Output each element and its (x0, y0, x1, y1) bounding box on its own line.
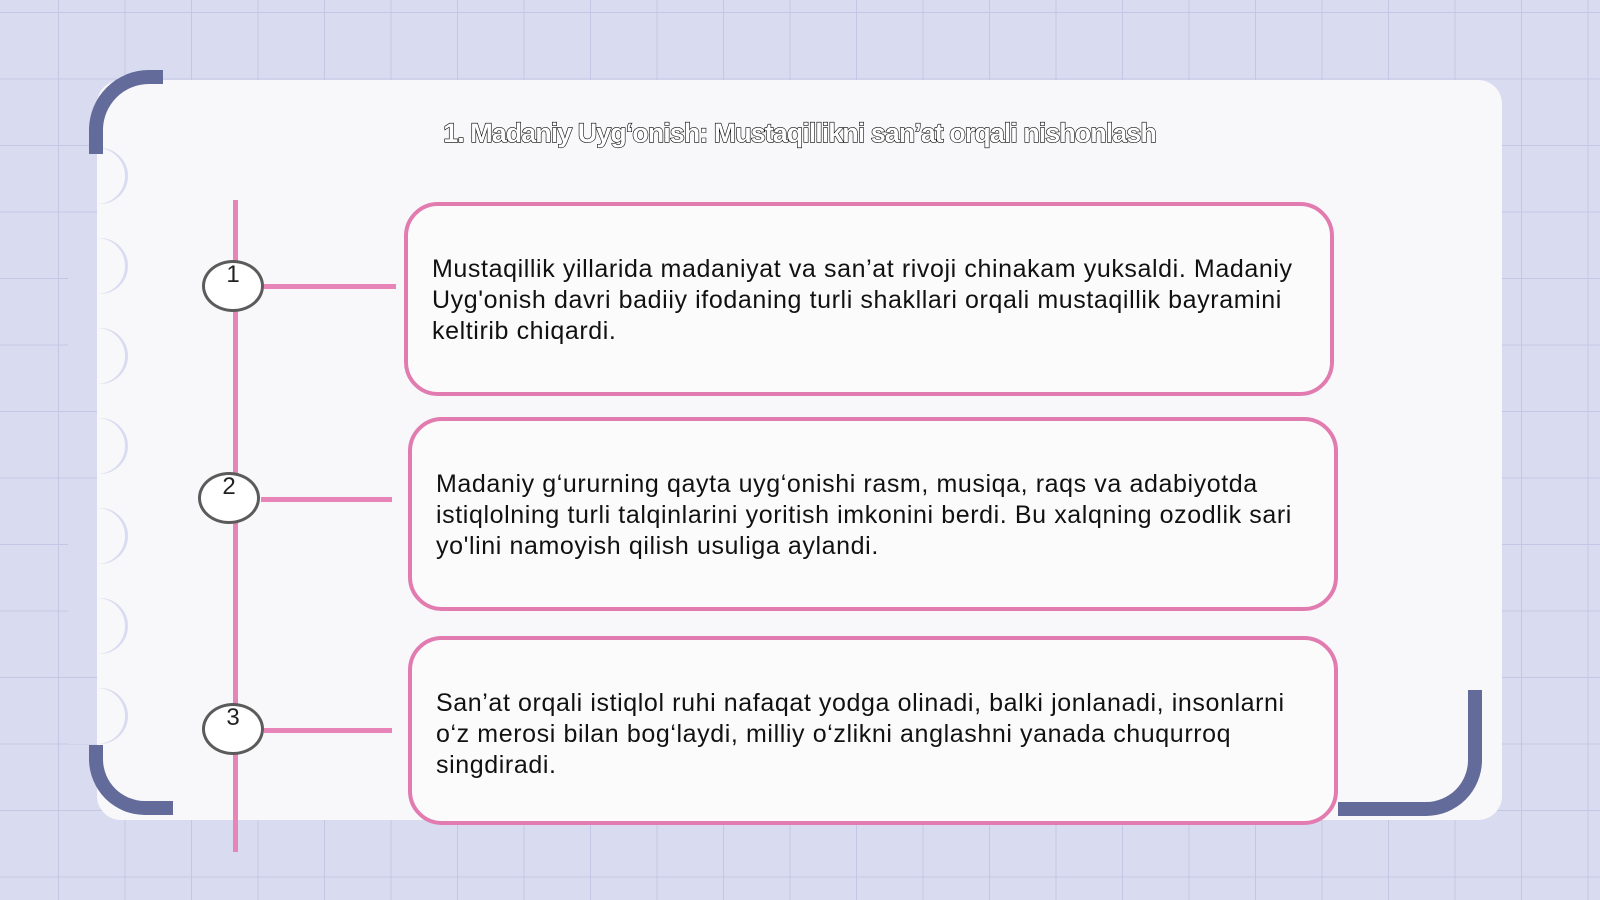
step-card-2 (408, 417, 1338, 611)
timeline-node-1: 1 (202, 260, 264, 312)
step-card-1 (404, 202, 1334, 396)
timeline-connector-3 (264, 728, 392, 733)
step-text-1: Mustaqillik yillarida madaniyat va san’at rivoji chinakam yuksaldi. Madaniy Uyg'onish davri badiiy ifodaning turli shakllari orqali mustaqillik bayramini keltirib chiqardi. (432, 255, 1293, 345)
timeline-connector-2 (261, 497, 392, 502)
slide-title: 1. Madaniy Uyg‘onish: Mustaqillikni san’at orqali nishonlash (443, 118, 1156, 148)
step-card-3 (408, 636, 1338, 825)
timeline-node-2: 2 (198, 472, 260, 524)
timeline-node-3: 3 (202, 703, 264, 755)
frame-corner-bottom-right (1338, 690, 1482, 816)
step-text-3: San’at orqali istiqlol ruhi nafaqat yodga olinadi, balki jonlanadi, insonlarni o‘z merosi bilan bog‘laydi, milliy o‘zlikni anglashni yanada chuqurroq singdiradi. (436, 689, 1285, 779)
step-text-2: Madaniy g‘ururning qayta uyg‘onishi rasm, musiqa, raqs va adabiyotda istiqlolning turli talqinlarini yoritish imkonini berdi. Bu xalqning ozodlik sari yo'lini namoyish qilish usuliga aylandi. (436, 470, 1292, 560)
timeline-connector-1 (264, 284, 396, 289)
